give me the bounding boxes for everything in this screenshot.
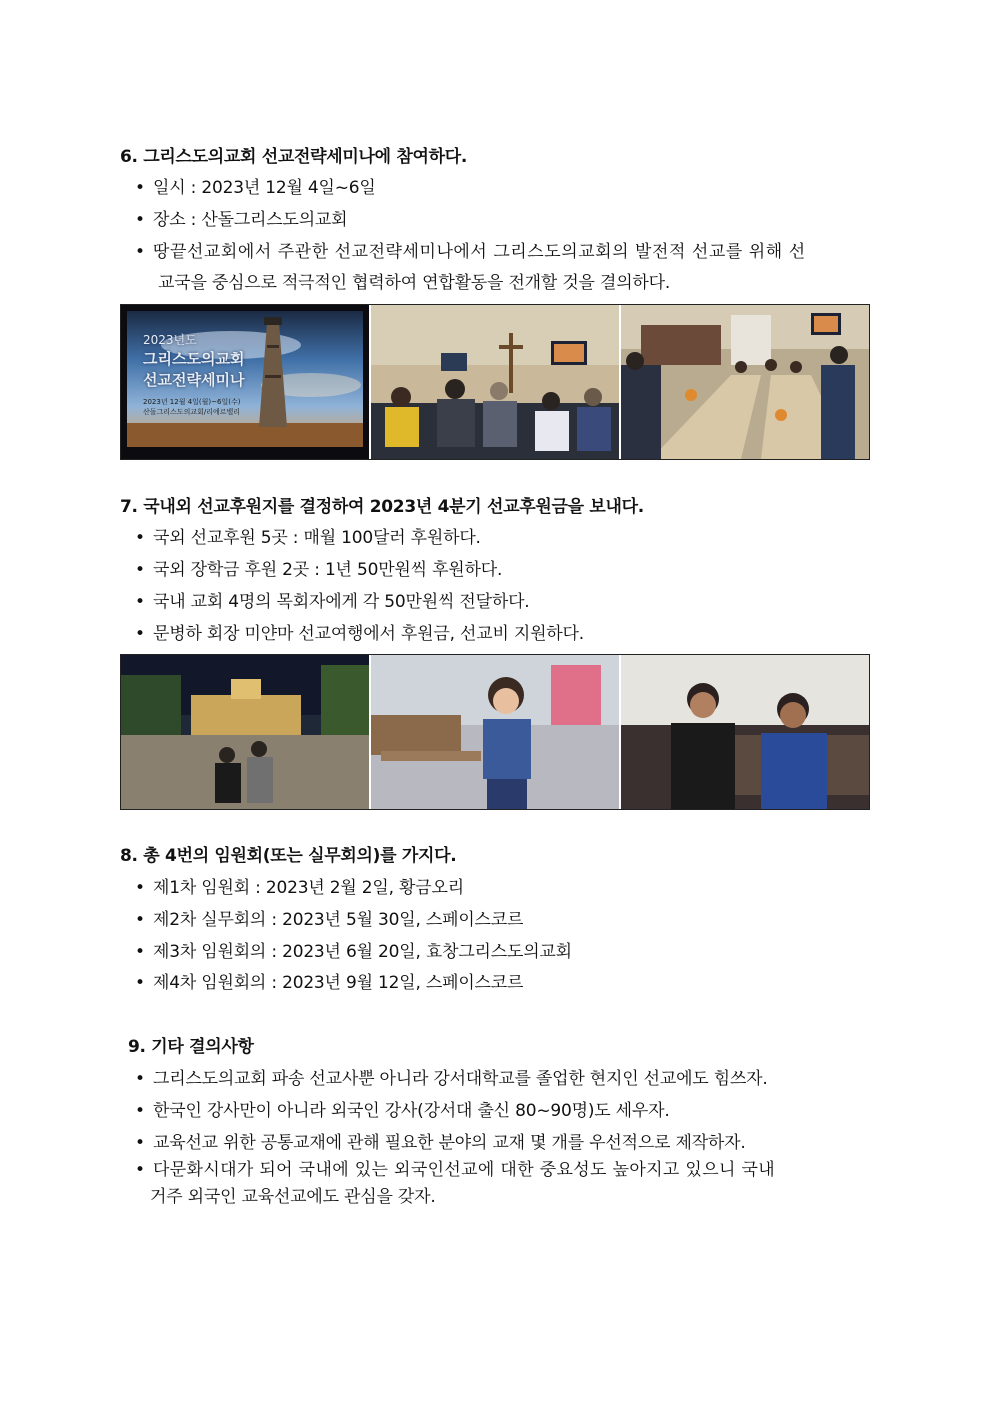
section-9-item: • 다문화시대가 되어 국내에 있는 외국인선교에 대한 중요성도 높아지고 있으니 국내 [135, 1160, 776, 1180]
section-9-item: • 그리스도의교회 파송 선교사뿐 아니라 강서대학교를 졸업한 현지인 선교에도 힘쓰자. [135, 1069, 768, 1089]
poster-date: 2023년 12월 4일(월)~6일(수) [143, 398, 241, 406]
poster-venue: 산돌그리스도의교회/리에르밸리 [143, 408, 241, 416]
night-city-couple-photo [121, 655, 369, 809]
photo-row-missions [120, 654, 870, 810]
child-photo [369, 655, 619, 809]
section-7-heading: 7. 국내외 선교후원지를 결정하여 2023년 4분기 선교후원금을 보내다. [120, 497, 644, 517]
seminar-poster-photo [121, 305, 369, 459]
section-9-item-continuation: 거주 외국인 교육선교에도 관심을 갖자. [150, 1187, 436, 1207]
section-7-item: • 문병하 회장 미얀마 선교여행에서 후원금, 선교비 지원하다. [135, 624, 584, 644]
section-6-item: • 장소 : 산돌그리스도의교회 [135, 210, 348, 230]
seminar-room-photo [619, 305, 869, 459]
section-6-heading: 6. 그리스도의교회 선교전략세미나에 참여하다. [120, 147, 468, 167]
section-6-item-continuation: 교국을 중심으로 적극적인 협력하여 연합활동을 전개할 것을 결의하다. [158, 273, 671, 293]
section-8-item: • 제4차 임원회의 : 2023년 9월 12일, 스페이스코르 [135, 973, 524, 993]
section-8-item: • 제3차 임원회의 : 2023년 6월 20일, 효창그리스도의교회 [135, 942, 572, 962]
section-9-item: • 교육선교 위한 공통교재에 관해 필요한 분야의 교재 몇 개를 우선적으로 제작하자. [135, 1133, 746, 1153]
section-9-heading: 9. 기타 결의사항 [128, 1037, 254, 1057]
poster-title-line2: 선교전략세미나 [143, 371, 245, 389]
photo-row-seminar [120, 304, 870, 460]
section-6-item: • 땅끝선교회에서 주관한 선교전략세미나에서 그리스도의교회의 발전적 선교를 위해 선 [135, 242, 806, 262]
section-8-heading: 8. 총 4번의 임원회(또는 실무회의)를 가지다. [120, 846, 457, 866]
section-8-item: • 제1차 임원회 : 2023년 2월 2일, 황금오리 [135, 878, 464, 898]
two-people-photo [619, 655, 869, 809]
section-6-item: • 일시 : 2023년 12월 4일~6일 [135, 178, 376, 198]
section-7-item: • 국외 장학금 후원 2곳 : 1년 50만원씩 후원하다. [135, 560, 503, 580]
section-9-item: • 한국인 강사만이 아니라 외국인 강사(강서대 출신 80~90명)도 세우자. [135, 1101, 670, 1121]
section-8-item: • 제2차 실무회의 : 2023년 5월 30일, 스페이스코르 [135, 910, 524, 930]
section-7-item: • 국내 교회 4명의 목회자에게 각 50만원씩 전달하다. [135, 592, 530, 612]
section-7-item: • 국외 선교후원 5곳 : 매월 100달러 후원하다. [135, 528, 481, 548]
poster-title-line1: 그리스도의교회 [143, 350, 245, 368]
poster-year: 2023년도 [143, 333, 197, 347]
seminar-meeting-photo [369, 305, 619, 459]
